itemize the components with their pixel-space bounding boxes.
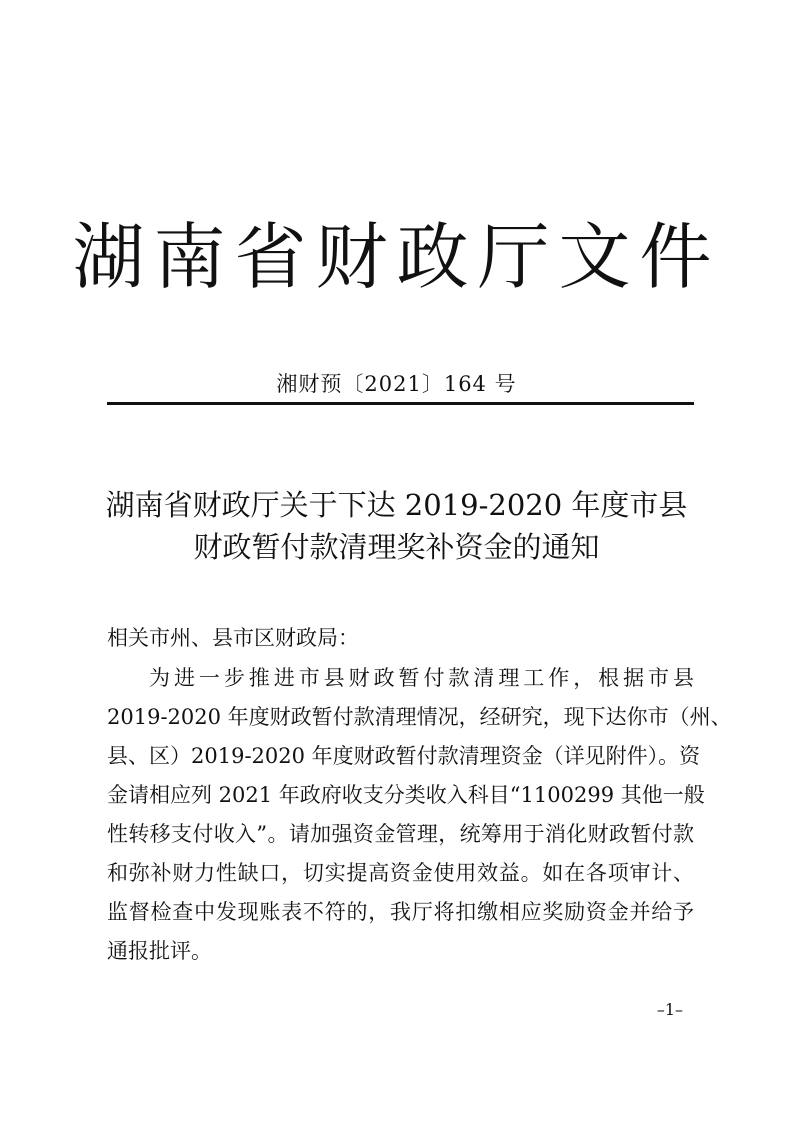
title-line-2: 财政暂付款清理奖补资金的通知 [193, 530, 600, 564]
body-paragraph [107, 659, 732, 971]
body-line: 性转移支付收入”。请加强资金管理，统筹用于消化财政暂付款 [107, 822, 694, 846]
document-number: 湘财预〔2021〕164 号 [276, 372, 517, 396]
document-title [60, 484, 733, 568]
body-line: 通报批评。 [107, 939, 212, 963]
page-number: –1– [656, 1000, 683, 1019]
body-line: 金请相应列 2021 年政府收支分类收入科目“1100299 其他一般 [107, 783, 705, 807]
body-line: 县、区）2019-2020 年度财政暂付款清理资金（详见附件）。资 [107, 744, 701, 768]
header-divider [107, 402, 694, 405]
body-line: 为进一步推进市县财政暂付款清理工作，根据市县 [149, 666, 694, 690]
salutation: 相关市州、县市区财政局： [107, 626, 359, 650]
body-line: 2019-2020 年度财政暂付款清理情况，经研究，现下达你市（州、 [107, 705, 732, 729]
title-line-1: 湖南省财政厅关于下达 2019-2020 年度市县 [105, 488, 688, 522]
body-line: 和弥补财力性缺口，切实提高资金使用效益。如在各项审计、 [107, 861, 694, 885]
body-line: 监督检查中发现账表不符的，我厅将扣缴相应奖励资金并给予 [107, 900, 694, 924]
masthead-title: 湖南省财政厅文件 [72, 215, 721, 299]
